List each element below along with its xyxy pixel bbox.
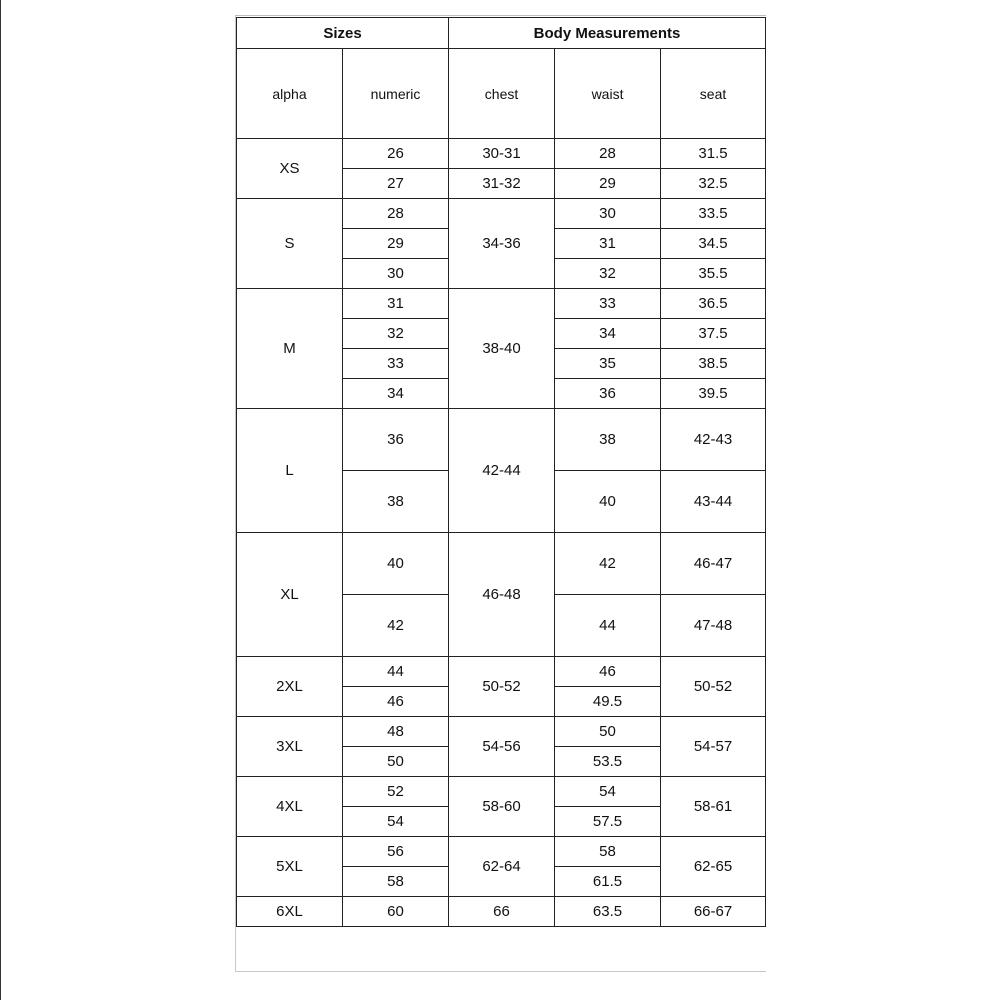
waist-cell: 28 [555, 139, 661, 169]
numeric-cell: 28 [343, 199, 449, 229]
chest-cell: 38-40 [449, 289, 555, 409]
table-row [237, 837, 766, 867]
numeric-cell: 46 [343, 687, 449, 717]
numeric-cell: 38 [343, 471, 449, 533]
waist-cell: 40 [555, 471, 661, 533]
waist-cell: 54 [555, 777, 661, 807]
page-left-border [0, 0, 1, 1000]
header-alpha: alpha [237, 49, 343, 139]
seat-cell: 43-44 [661, 471, 766, 533]
waist-cell: 33 [555, 289, 661, 319]
table-row [237, 897, 766, 927]
seat-cell: 31.5 [661, 139, 766, 169]
waist-cell: 34 [555, 319, 661, 349]
numeric-cell: 56 [343, 837, 449, 867]
alpha-cell: L [237, 409, 343, 533]
alpha-cell: XL [237, 533, 343, 657]
numeric-cell: 54 [343, 807, 449, 837]
waist-cell: 50 [555, 717, 661, 747]
numeric-cell: 42 [343, 595, 449, 657]
alpha-cell: 3XL [237, 717, 343, 777]
chest-cell: 30-31 [449, 139, 555, 169]
waist-cell: 61.5 [555, 867, 661, 897]
waist-cell: 38 [555, 409, 661, 471]
table-row [237, 199, 766, 229]
waist-cell: 46 [555, 657, 661, 687]
header-sizes: Sizes [237, 18, 449, 49]
seat-cell: 62-65 [661, 837, 766, 897]
table-row [237, 717, 766, 747]
table-row [237, 409, 766, 471]
seat-cell: 33.5 [661, 199, 766, 229]
chest-cell: 42-44 [449, 409, 555, 533]
waist-cell: 36 [555, 379, 661, 409]
seat-cell: 36.5 [661, 289, 766, 319]
seat-cell: 39.5 [661, 379, 766, 409]
chest-cell: 34-36 [449, 199, 555, 289]
alpha-cell: XS [237, 139, 343, 199]
numeric-cell: 60 [343, 897, 449, 927]
chest-cell: 50-52 [449, 657, 555, 717]
chest-cell: 54-56 [449, 717, 555, 777]
numeric-cell: 44 [343, 657, 449, 687]
waist-cell: 32 [555, 259, 661, 289]
seat-cell: 34.5 [661, 229, 766, 259]
numeric-cell: 27 [343, 169, 449, 199]
alpha-cell: 4XL [237, 777, 343, 837]
seat-cell: 35.5 [661, 259, 766, 289]
seat-cell: 54-57 [661, 717, 766, 777]
waist-cell: 53.5 [555, 747, 661, 777]
waist-cell: 30 [555, 199, 661, 229]
numeric-cell: 30 [343, 259, 449, 289]
waist-cell: 49.5 [555, 687, 661, 717]
numeric-cell: 48 [343, 717, 449, 747]
alpha-cell: M [237, 289, 343, 409]
chest-cell: 66 [449, 897, 555, 927]
chest-cell: 58-60 [449, 777, 555, 837]
seat-cell: 66-67 [661, 897, 766, 927]
alpha-cell: S [237, 199, 343, 289]
seat-cell: 37.5 [661, 319, 766, 349]
alpha-cell: 5XL [237, 837, 343, 897]
numeric-cell: 34 [343, 379, 449, 409]
seat-cell: 47-48 [661, 595, 766, 657]
size-chart-table [236, 17, 766, 927]
table-row [237, 139, 766, 169]
waist-cell: 44 [555, 595, 661, 657]
table-row [237, 533, 766, 595]
seat-cell: 38.5 [661, 349, 766, 379]
seat-cell: 42-43 [661, 409, 766, 471]
numeric-cell: 32 [343, 319, 449, 349]
waist-cell: 57.5 [555, 807, 661, 837]
waist-cell: 42 [555, 533, 661, 595]
table-row [237, 289, 766, 319]
chest-cell: 62-64 [449, 837, 555, 897]
numeric-cell: 50 [343, 747, 449, 777]
numeric-cell: 52 [343, 777, 449, 807]
numeric-cell: 58 [343, 867, 449, 897]
header-body-measurements: Body Measurements [449, 18, 766, 49]
seat-cell: 46-47 [661, 533, 766, 595]
chest-cell: 46-48 [449, 533, 555, 657]
chest-cell: 31-32 [449, 169, 555, 199]
numeric-cell: 26 [343, 139, 449, 169]
waist-cell: 31 [555, 229, 661, 259]
numeric-cell: 36 [343, 409, 449, 471]
header-seat: seat [661, 49, 766, 139]
numeric-cell: 31 [343, 289, 449, 319]
numeric-cell: 33 [343, 349, 449, 379]
alpha-cell: 6XL [237, 897, 343, 927]
header-numeric: numeric [343, 49, 449, 139]
waist-cell: 29 [555, 169, 661, 199]
waist-cell: 63.5 [555, 897, 661, 927]
header-waist: waist [555, 49, 661, 139]
waist-cell: 35 [555, 349, 661, 379]
seat-cell: 58-61 [661, 777, 766, 837]
header-chest: chest [449, 49, 555, 139]
alpha-cell: 2XL [237, 657, 343, 717]
waist-cell: 58 [555, 837, 661, 867]
seat-cell: 32.5 [661, 169, 766, 199]
table-row [237, 777, 766, 807]
numeric-cell: 29 [343, 229, 449, 259]
table-row [237, 657, 766, 687]
seat-cell: 50-52 [661, 657, 766, 717]
numeric-cell: 40 [343, 533, 449, 595]
